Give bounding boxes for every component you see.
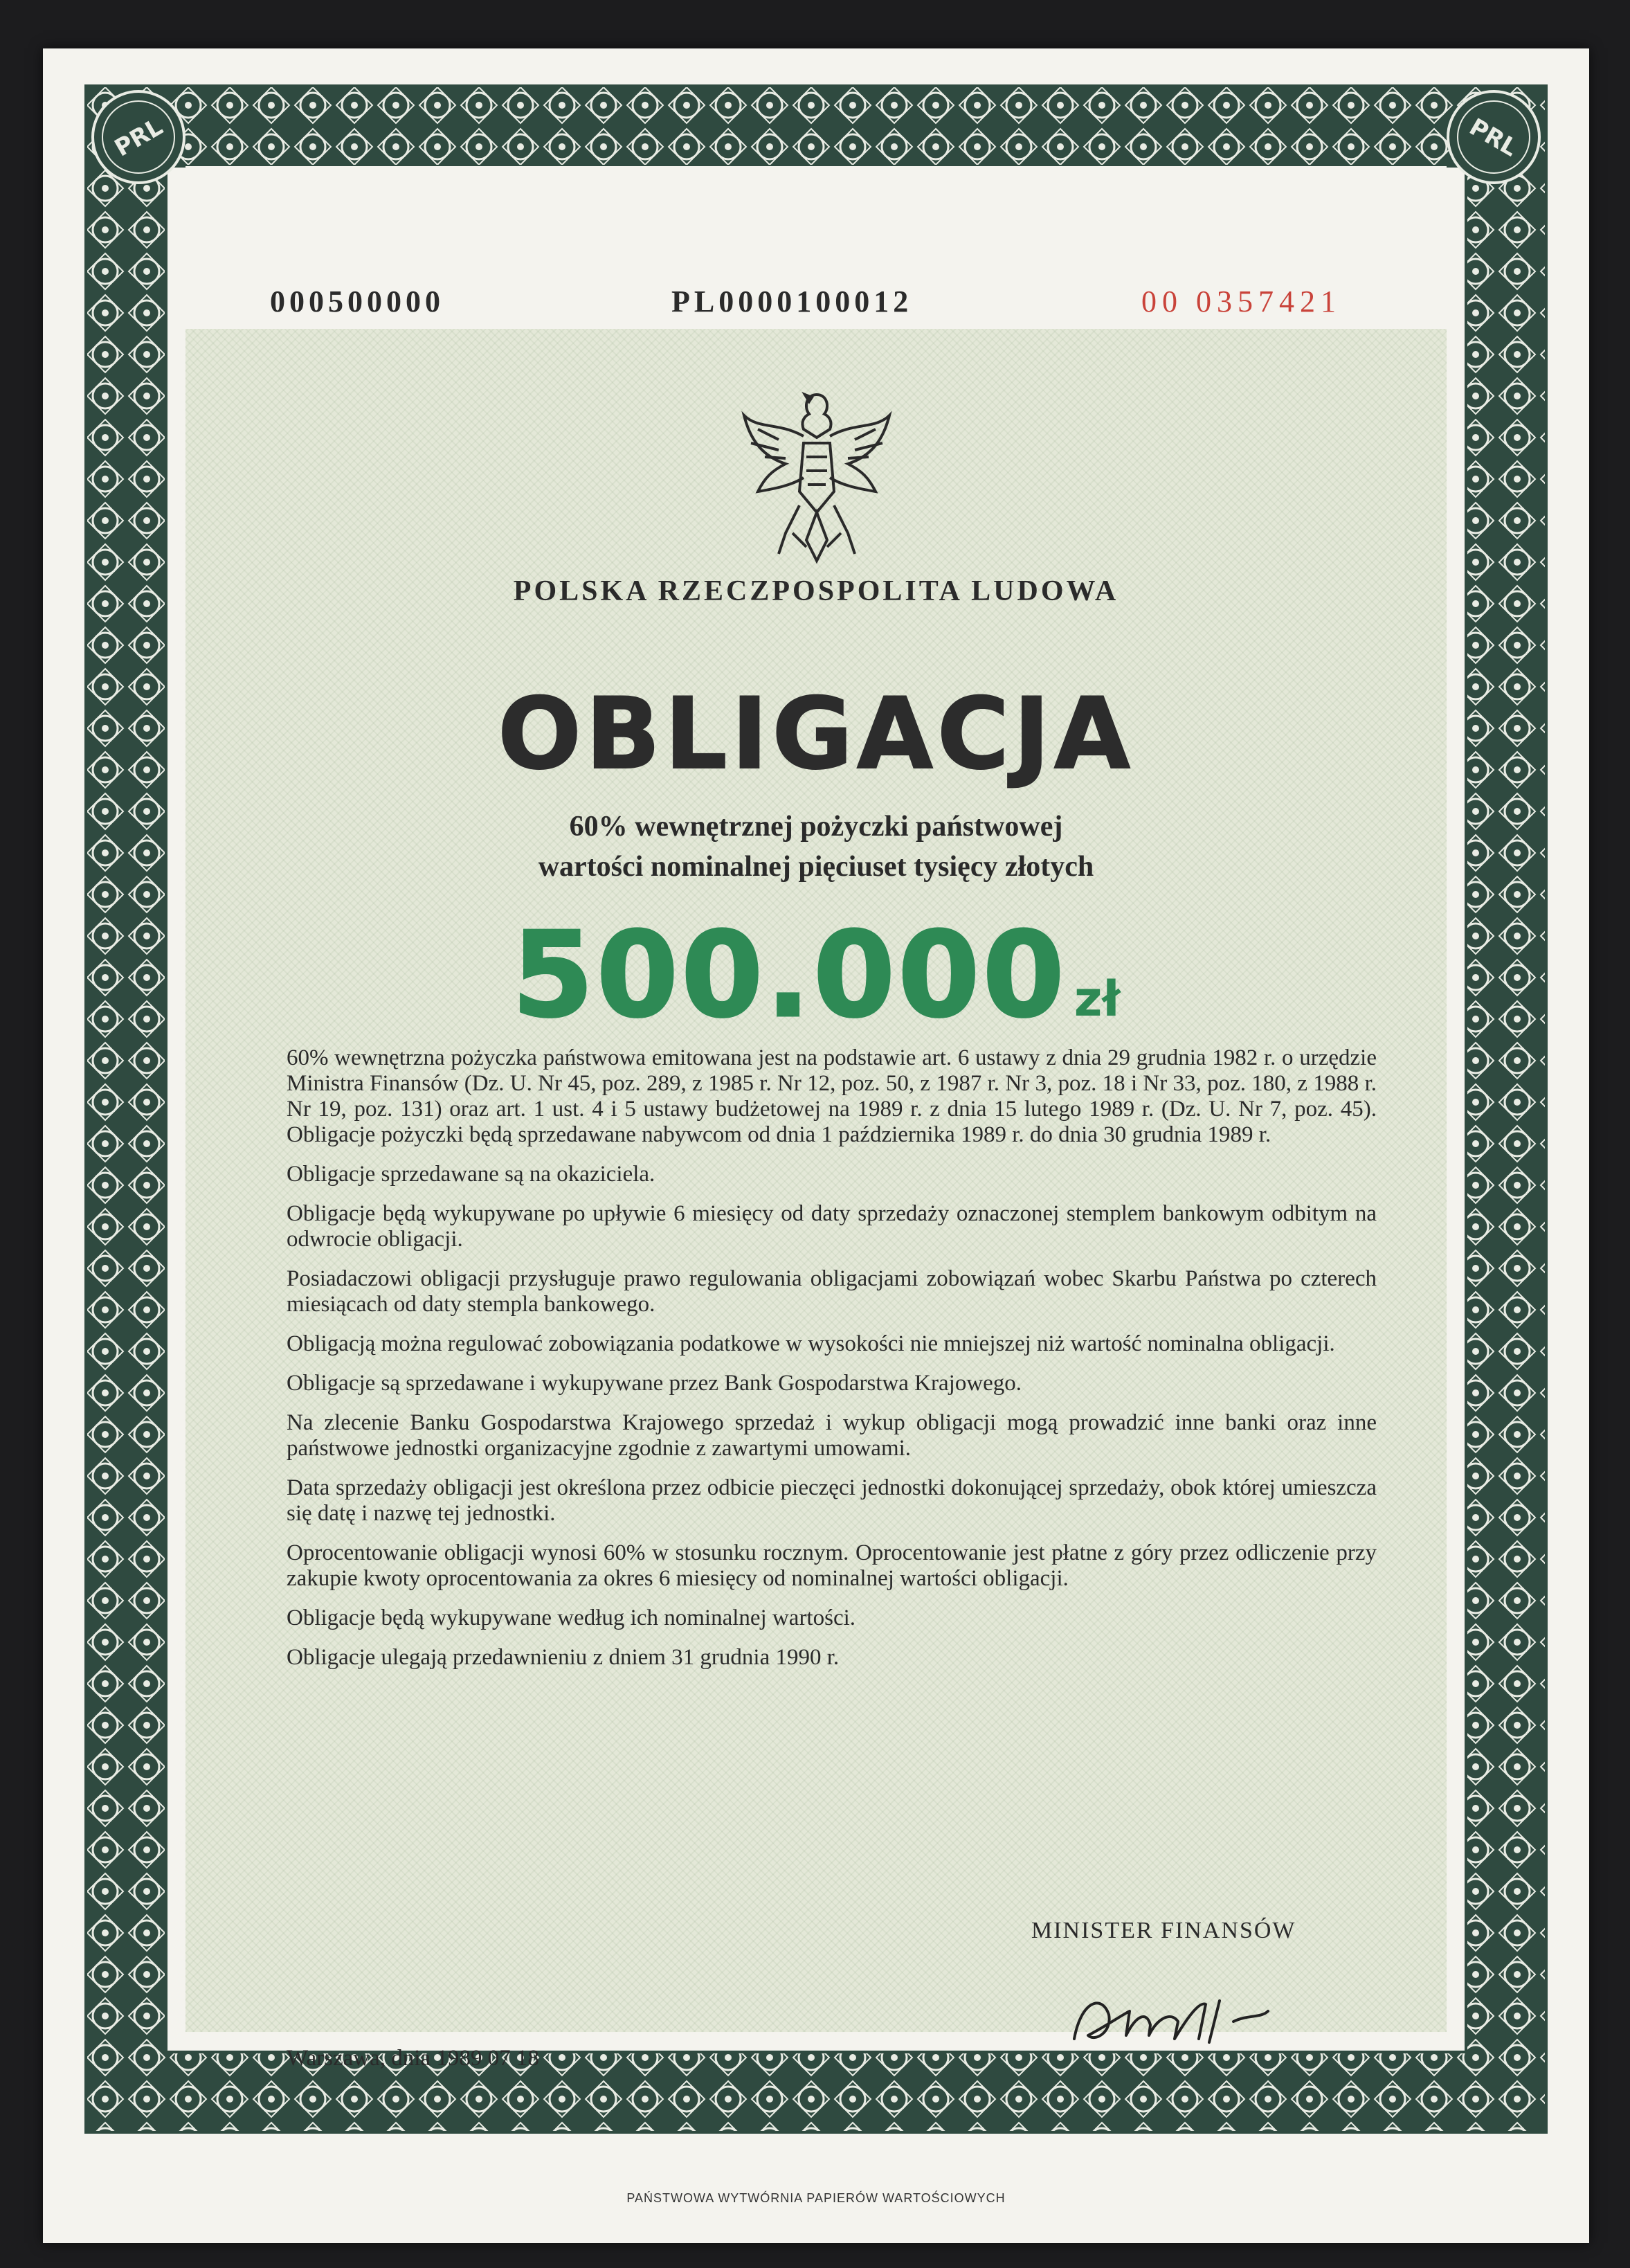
terms-paragraph: Obligacje sprzedawane są na okaziciela. [287, 1162, 655, 1187]
document-title: OBLIGACJA [498, 677, 1134, 791]
terms-paragraph: Data sprzedaży obligacji jest określona przez odbicie pieczęci jednostki dokonującej sprzedaży, obok której umieszcza się datę i nazwę tej jednostki. [287, 1475, 1377, 1526]
svg-text:PRL: PRL [1464, 113, 1523, 163]
issue-date: Warszawa, dnia 1989 07 18 [287, 2046, 539, 2071]
prl-seal-left-icon [90, 89, 187, 186]
terms-text [287, 1045, 1377, 1684]
bond-certificate [43, 48, 1589, 2243]
amount-value: 500.000 [511, 907, 1067, 1044]
terms-paragraph: Obligacją można regulować zobowiązania podatkowe w wysokości nie mniejszej niż wartość nominalna obligacji. [287, 1331, 1335, 1356]
terms-paragraph: Na zlecenie Banku Gospodarstwa Krajowego sprzedaż i wykup obligacji mogą prowadzić inne banki oraz inne państwowe jednostki organizacyjne zgodnie z zawartymi umowami. [287, 1410, 1377, 1461]
terms-paragraph: Obligacje będą wykupywane po upływie 6 miesięcy od daty sprzedaży oznaczonej stemplem bankowym odbitym na odwrocie obligacji. [287, 1201, 1377, 1252]
minister-title: MINISTER FINANSÓW [1031, 1918, 1296, 1943]
svg-text:PRL: PRL [109, 113, 168, 163]
eagle-emblem-icon [737, 374, 896, 568]
country-name: POLSKA RZECZPOSPOLITA LUDOWA [513, 575, 1119, 607]
prl-seal-right-icon [1445, 89, 1542, 186]
serial-number: 00 0357421 [1141, 285, 1341, 318]
terms-paragraph: Obligacje są sprzedawane i wykupywane przez Bank Gospodarstwa Krajowego. [287, 1371, 1022, 1396]
terms-paragraph: 60% wewnętrzna pożyczka państwowa emitowana jest na podstawie art. 6 ustawy z dnia 29 grudnia 1982 r. o urzędzie Ministra Finansów (Dz. U. Nr 45, poz. 289, z 1985 r. Nr 12, poz. 50, z 1987 r. Nr 3, poz. 18 i Nr 33, poz. 180, z 1988 r. Nr 19, poz. 131) oraz art. 1 ust. 4 i 5 ustawy budżetowej na 1989 r. z dnia 15 lutego 1989 r. (Dz. U. Nr 7, poz. 45). Obligacje pożyczki będą sprzedawane nabywcom od dnia 1 października 1989 r. do dnia 30 grudnia 1989 r. [287, 1045, 1377, 1147]
amount-currency: zł [1074, 971, 1121, 1027]
serial-isin: PL0000100012 [671, 285, 913, 318]
terms-paragraph: Obligacje ulegają przedawnieniu z dniem 31 grudnia 1990 r. [287, 1645, 840, 1670]
nominal-amount [43, 907, 1589, 1044]
subtitle-line-1: 60% wewnętrznej pożyczki państwowej [569, 811, 1063, 843]
terms-paragraph: Posiadaczowi obligacji przysługuje prawo regulowania obligacjami zobowiązań wobec Skarbu Państwa po czterech miesiącach od daty stempla bankowego. [287, 1266, 1377, 1317]
minister-signature [1060, 1973, 1296, 2056]
terms-paragraph: Obligacje będą wykupywane według ich nominalnej wartości. [287, 1605, 856, 1630]
subtitle-line-2: wartości nominalnej pięciuset tysięcy złotych [538, 851, 1094, 883]
terms-paragraph: Oprocentowanie obligacji wynosi 60% w stosunku rocznym. Oprocentowanie jest płatne z góry przez odliczenie przy zakupie kwoty oprocentowania za okres 6 miesięcy od nominalnej wartości obligacji. [287, 1540, 1377, 1591]
printer-name: PAŃSTWOWA WYTWÓRNIA PAPIERÓW WARTOŚCIOWYCH [626, 2191, 1006, 2205]
serial-nominal-value: 000500000 [270, 285, 444, 318]
